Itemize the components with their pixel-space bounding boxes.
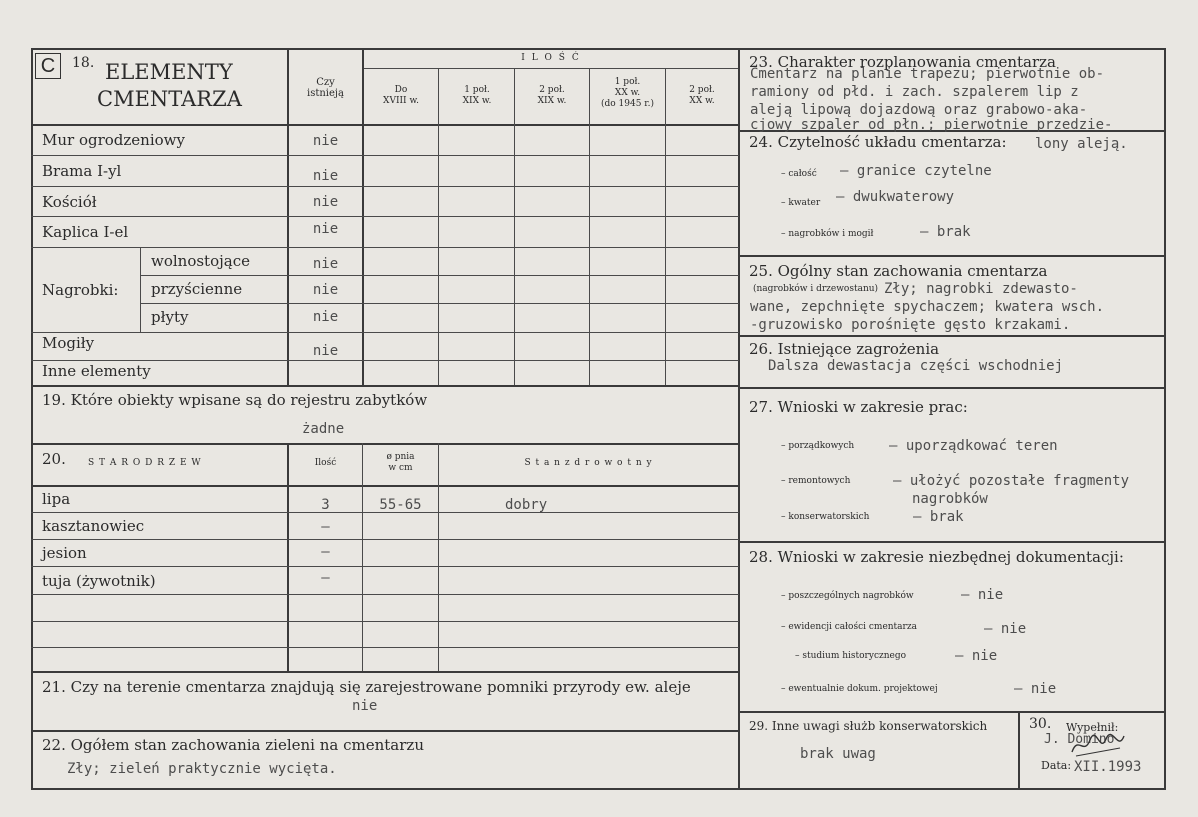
s20-row-line: [31, 539, 739, 540]
s25-sub: (nagrobków i drzewostanu): [753, 284, 879, 294]
element-label: Kaplica I-el: [42, 223, 129, 241]
period-1-l2: XVIII w.: [383, 96, 419, 106]
col-exists-line1: Czy: [316, 77, 335, 88]
s20-col-qty: Ilość: [314, 458, 337, 468]
s23-question: 23. Charakter rozplanowania cmentarza: [749, 53, 1056, 71]
s20-col-b: [362, 443, 363, 671]
divider-19-20: [31, 443, 739, 445]
nagrobki-value: nie: [312, 256, 339, 272]
s18-title-line1: ELEMENTY: [105, 60, 233, 84]
period-5-l1: 2 poł.: [689, 85, 715, 95]
s27-item-label: – konserwatorskich: [781, 512, 870, 522]
period-2-l1: 1 poł.: [464, 85, 490, 95]
s29-question: 29. Inne uwagi służb konserwatorskich: [749, 719, 988, 733]
s18-header-bottom: [31, 124, 739, 126]
s23-line: ramiony od płd. i zach. szpalerem lip z: [750, 84, 1079, 100]
s18-title-line2: CMENTARZA: [97, 87, 242, 111]
signature: [1068, 730, 1128, 760]
divider-27-28: [738, 541, 1166, 543]
s24-item-value: – granice czytelne: [840, 163, 992, 179]
s27-item-label: – porządkowych: [781, 441, 855, 451]
s25-question: 25. Ogólny stan zachowania cmentarza: [749, 262, 1048, 280]
s20-number: 20.: [42, 450, 66, 468]
nagrobki-value: nie: [312, 282, 339, 298]
s20-row-line: [31, 621, 739, 622]
s18-col-d: [514, 68, 515, 385]
s18-number: 18.: [72, 55, 95, 71]
period-3-l1: 2 poł.: [539, 85, 565, 95]
element-value: nie: [312, 133, 339, 149]
tree-name: tuja (żywotnik): [42, 572, 156, 590]
divider-20-21: [31, 671, 739, 673]
divider-28-29: [738, 711, 1166, 713]
tree-qty: –: [321, 519, 330, 535]
s28-item-value: – nie: [961, 587, 1004, 603]
s19-question: 19. Które obiekty wpisane są do rejestru zabytków: [42, 391, 428, 409]
s22-answer: Zły; zieleń praktycznie wycięta.: [67, 761, 337, 777]
s20-row-line: [31, 566, 739, 567]
s28-question: 28. Wnioski w zakresie niezbędnej dokumentacji:: [749, 548, 1124, 566]
nagrobki-type: przyścienne: [151, 280, 243, 298]
s24-item-label: – nagrobków i mogił: [781, 229, 874, 239]
s30-date: XII.1993: [1074, 759, 1142, 775]
s18-row-line: [31, 247, 739, 248]
s20-row-line: [31, 594, 739, 595]
s21-answer: nie: [352, 698, 378, 714]
s20-title: S T A R O D R Z E W: [88, 458, 202, 468]
period-5-l2: XX w.: [689, 96, 715, 106]
divider-29-30: [1018, 711, 1020, 790]
s28-item-value: – nie: [955, 648, 998, 664]
tree-name: lipa: [42, 490, 71, 508]
s28-item-label: – ewentualnie dokum. projektowej: [781, 684, 938, 694]
s28-item-value: – nie: [984, 621, 1027, 637]
s27-question: 27. Wnioski w zakresie prac:: [749, 398, 968, 416]
tree-qty: –: [321, 570, 330, 586]
s18-col-c: [438, 68, 439, 385]
s18-row-line: [31, 186, 739, 187]
s27-item-label: – remontowych: [781, 476, 851, 486]
s30-filled-by: J. Domino: [1044, 732, 1115, 747]
divider-26-27: [738, 387, 1166, 389]
element-label: Mur ogrodzeniowy: [42, 131, 185, 149]
period-4-l3: (do 1945 r.): [600, 99, 654, 109]
period-2-l2: XIX w.: [462, 96, 492, 106]
tree-health: dobry: [505, 497, 548, 513]
s25-line: -gruzowisko porośnięte gęsto krzakami.: [750, 317, 1071, 333]
s24-item-value: – brak: [920, 224, 971, 240]
tree-qty: 3: [321, 497, 330, 513]
divider-24-25: [738, 255, 1166, 257]
divider-25-26: [738, 335, 1166, 337]
s18-row-line: [31, 155, 739, 156]
s18-row-line: [31, 332, 739, 333]
tree-name: jesion: [42, 544, 87, 562]
s25-line: Zły; nagrobki zdewasto-: [884, 281, 1078, 297]
column-divider: [738, 48, 740, 790]
tree-qty: –: [321, 544, 330, 560]
s30-filled-label: Wypełnił:: [1066, 721, 1119, 734]
s30-date-label: Data:: [1041, 759, 1072, 772]
s23-line: Cmentarz na planie trapezu; pierwotnie ob-: [750, 66, 1105, 82]
col-exists-line2: istnieją: [307, 88, 344, 99]
s24-item-label: – kwater: [781, 198, 821, 208]
s20-col-diam-l2: w cm: [388, 463, 413, 473]
mogily-value: nie: [312, 343, 339, 359]
nagrobki-label: Nagrobki:: [42, 281, 119, 299]
s20-header-bottom: [31, 485, 739, 487]
s21-question: 21. Czy na terenie cmentarza znajdują się zarejestrowane pomniki przyrody ew. aleje: [42, 678, 691, 696]
s28-item-label: – studium historycznego: [795, 651, 907, 661]
element-value: nie: [312, 168, 339, 184]
divider-18-19: [31, 385, 739, 387]
nagrobki-value: nie: [312, 309, 339, 325]
period-4-l2: XX w.: [614, 88, 641, 98]
s23-line: cjowy szpaler od płn.; pierwotnie przedzie-: [750, 117, 1113, 133]
s18-row-line: [140, 275, 739, 276]
s27-item-value: – uporządkować teren: [889, 438, 1058, 454]
nagrobki-type: płyty: [151, 308, 189, 326]
s30-number: 30.: [1029, 716, 1052, 732]
s18-row-line: [31, 360, 739, 361]
s24-item-label: – całość: [781, 169, 817, 179]
s22-question: 22. Ogółem stan zachowania zieleni na cmentarzu: [42, 736, 424, 754]
s28-item-label: – ewidencji całości cmentarza: [781, 622, 917, 632]
s20-row-line: [31, 647, 739, 648]
s27-item-value: – brak: [913, 509, 964, 525]
s18-row-line: [140, 303, 739, 304]
period-3-l2: XIX w.: [537, 96, 567, 106]
s18-col-e: [589, 68, 590, 385]
s28-item-label: – poszczególnych nagrobków: [781, 591, 914, 601]
s27-item-value2: nagrobków: [912, 491, 988, 507]
period-4-l1: 1 poł.: [614, 77, 641, 87]
s24-question: 24. Czytelność układu cmentarza:: [749, 133, 1007, 151]
s28-item-value: – nie: [1014, 681, 1057, 697]
s24-continuation: lony aleją.: [1035, 136, 1128, 152]
element-value: nie: [312, 221, 339, 237]
divider-21-22: [31, 730, 739, 732]
s18-col-f: [665, 68, 666, 385]
element-label: Kościół: [42, 193, 97, 211]
s27-item-value: – ułożyć pozostałe fragmenty: [893, 473, 1130, 489]
s18-row-line: [31, 216, 739, 217]
s24-item-value: – dwukwaterowy: [836, 189, 955, 205]
period-1-l1: Do: [394, 85, 408, 95]
ilosc-underline: [362, 68, 738, 69]
s23-line: aleją lipową dojazdową oraz grabowo-aka-: [750, 102, 1088, 118]
s25-line: wane, zepchnięte spychaczem; kwatera wsch.: [750, 299, 1105, 315]
s26-question: 26. Istniejące zagrożenia: [749, 340, 940, 358]
inne-label: Inne elementy: [42, 362, 151, 380]
element-value: nie: [312, 194, 339, 210]
s19-answer: żadne: [302, 421, 345, 437]
s20-col-diam-l1: ø pnia: [386, 452, 415, 462]
tree-name: kasztanowiec: [42, 517, 145, 535]
s26-answer: Dalsza dewastacja części wschodniej: [768, 358, 1064, 374]
section-letter-box: C: [35, 53, 61, 79]
mogily-label: Mogiły: [42, 334, 95, 352]
ilosc-header: I L O Ś Ć: [521, 53, 581, 63]
element-label: Brama I-yl: [42, 162, 122, 180]
nagrobki-type: wolnostojące: [151, 252, 250, 270]
nagrobki-divider: [140, 247, 141, 332]
s20-col-health: S t a n z d r o w o t n y: [524, 458, 653, 468]
s20-col-c: [438, 443, 439, 671]
s29-answer: brak uwag: [800, 746, 876, 762]
tree-diam: 55-65: [379, 497, 422, 513]
